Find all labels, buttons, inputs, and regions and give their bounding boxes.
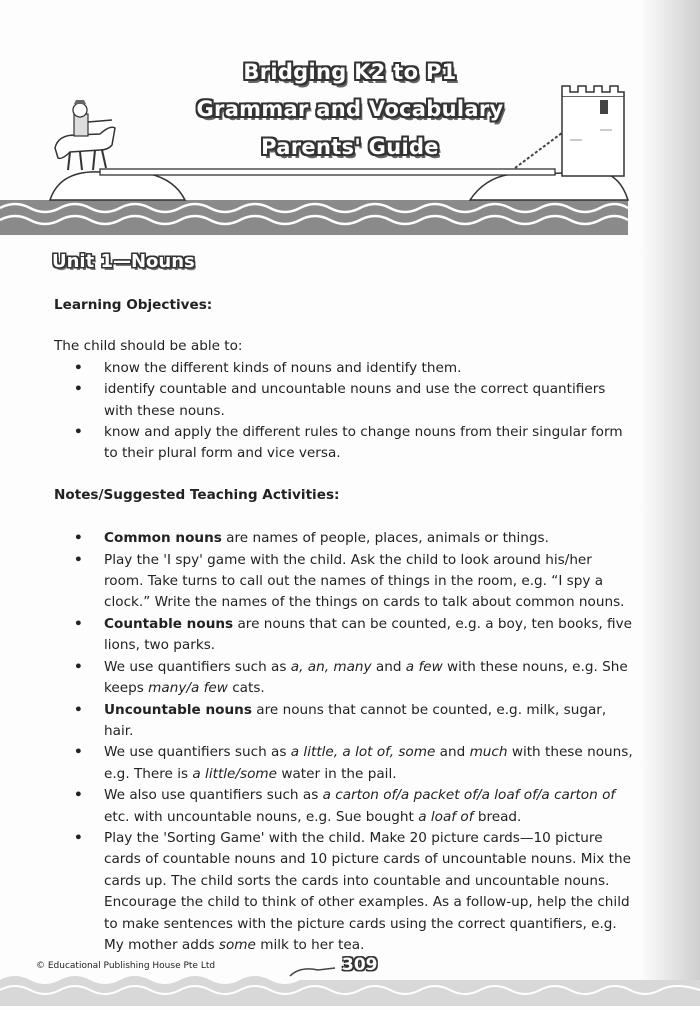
bullet-icon: • bbox=[74, 530, 83, 547]
bullet-icon: • bbox=[74, 551, 83, 568]
page-content bbox=[54, 295, 634, 956]
notes-title: Notes/Suggested Teaching Activities: bbox=[54, 486, 340, 503]
bullet-icon: • bbox=[74, 359, 83, 376]
crocodile-icon bbox=[290, 968, 335, 976]
page-number: 309 bbox=[342, 955, 378, 975]
bullet-icon: • bbox=[74, 424, 83, 441]
objectives-title: Learning Objectives: bbox=[54, 297, 213, 313]
bullet-icon: • bbox=[74, 701, 83, 718]
title-line-2: Grammar and Vocabulary bbox=[196, 97, 504, 121]
list-item: • Common nouns are names of people, places, animals or things. bbox=[54, 528, 634, 549]
notes-list bbox=[54, 528, 634, 956]
title-line-3: Parents' Guide bbox=[261, 135, 439, 159]
unit-heading: Unit 1—Nouns bbox=[52, 251, 195, 272]
bullet-icon: • bbox=[74, 381, 83, 398]
objectives-intro: The child should be able to: bbox=[54, 338, 243, 355]
bullet-icon: • bbox=[74, 658, 83, 675]
list-item: • Uncountable nouns are nouns that cannot be counted, e.g. milk, sugar, hair. bbox=[74, 701, 607, 739]
copyright-text: © Educational Publishing House Pte Ltd bbox=[36, 961, 216, 971]
list-item: • We use quantifiers such as a little, a lot of, some and much with these nouns, e.g. There is a little/some water in the pail. bbox=[74, 744, 633, 782]
list-item: • identify countable and uncountable nouns and use the correct quantifiers with these nouns. bbox=[74, 381, 606, 419]
list-item: • We use quantifiers such as a, an, many and a few with these nouns, e.g. She keeps many/a few cats. bbox=[74, 658, 628, 697]
objectives-list bbox=[54, 358, 634, 465]
list-item: • Play the 'I spy' game with the child. Ask the child to look around his/her room. Take turns to call out the names of things in the room, e.g. “I spy a clock.” Write the names of the things on cards to talk about common nouns. bbox=[74, 551, 625, 611]
list-item: • know the different kinds of nouns and identify them. bbox=[54, 358, 634, 379]
bullet-icon: • bbox=[74, 829, 83, 846]
list-item: • Countable nouns are nouns that can be counted, e.g. a boy, ten books, five lions, two parks. bbox=[74, 615, 633, 654]
bullet-icon: • bbox=[74, 615, 83, 632]
list-item: • Play the 'Sorting Game' with the child. Make 20 picture cards—10 picture cards of countable nouns and 10 picture cards of uncountable nouns. Mix the cards up. The child sorts the cards into countable and uncountable nouns. Encourage the child to think of other examples. As a follow-up, help the child to make sentences with the picture cards using the correct quantifiers, e.g. My mother adds some milk to her tea. bbox=[74, 829, 631, 953]
bullet-icon: • bbox=[74, 787, 83, 804]
list-item: • know and apply the different rules to change nouns from their singular form to their plural form and vice versa. bbox=[74, 424, 623, 462]
header-banner bbox=[0, 0, 700, 240]
list-item: • We also use quantifiers such as a carton of/a packet of/a loaf of/a carton of etc. with uncountable nouns, e.g. Sue bought a loaf of bread. bbox=[74, 787, 616, 825]
title-line-1: Bridging K2 to P1 bbox=[243, 60, 457, 84]
bullet-icon: • bbox=[74, 744, 83, 761]
